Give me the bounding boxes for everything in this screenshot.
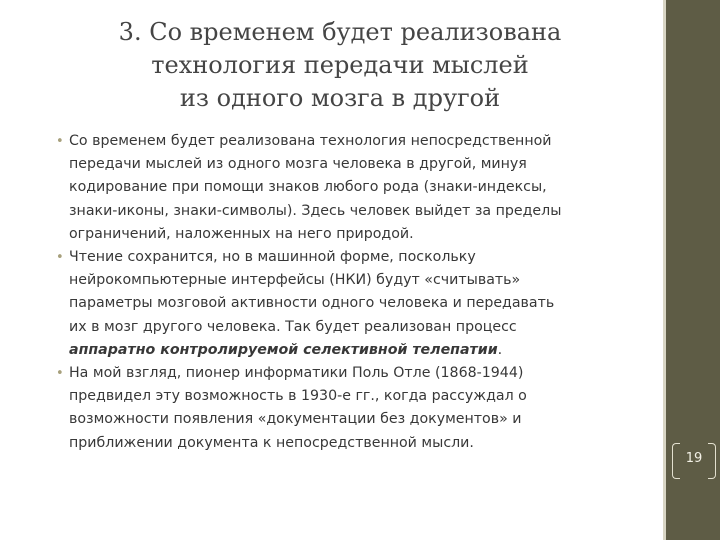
title-line: технология передачи мыслей	[151, 51, 529, 79]
bullet-item	[56, 246, 646, 362]
page-number-badge	[670, 443, 718, 479]
emphasis-text: аппаратно контролируемой селективной телепатии	[69, 341, 498, 358]
bullet-text-line: На мой взгляд, пионер информатики Поль Отле (1868-1944)	[69, 365, 524, 382]
bullet-text-line: кодирование при помощи знаков любого рода (знаки-индексы,	[69, 179, 547, 196]
bullet-list	[56, 130, 646, 455]
bullet-text-line: Со временем будет реализована технология непосредственной	[69, 133, 552, 149]
bullet-text-line: ограничений, наложенных на него природой.	[69, 225, 414, 242]
bullet-text-line: параметры мозговой активности одного человека и передавать	[69, 295, 555, 312]
bullet-text-line: предвидел эту возможность в 1930-е гг., когда рассуждал о	[69, 388, 527, 405]
bullet-text-line: возможности появления «документации без документов» и	[69, 411, 522, 428]
bullet-text-line: передачи мыслей из одного мозга человека в другой, минуя	[69, 156, 527, 173]
title-line: из одного мозга в другой	[179, 84, 501, 112]
title-line: 3. Со временем будет реализована	[118, 18, 562, 46]
slide-title	[60, 16, 620, 115]
emphasis-tail: .	[497, 341, 503, 358]
bullet-text-line: знаки-иконы, знаки-символы). Здесь человек выйдет за пределы	[69, 202, 562, 219]
bullet-text-line	[69, 339, 646, 362]
bullet-item	[56, 362, 646, 455]
bullet-text-line: их в мозг другого человека. Так будет реализован процесс	[69, 318, 517, 335]
bullet-dot-icon: •	[56, 250, 64, 266]
bullet-dot-icon: •	[56, 366, 64, 382]
bullet-dot-icon: •	[56, 134, 64, 149]
page-number: 19	[685, 451, 703, 466]
bullet-item	[56, 130, 646, 246]
bullet-text-line: нейрокомпьютерные интерфейсы (НКИ) будут «считывать»	[69, 272, 521, 289]
bullet-text-line: приближении документа к непосредственной мысли.	[69, 434, 474, 451]
bullet-text-line: Чтение сохранится, но в машинной форме, поскольку	[69, 249, 476, 266]
